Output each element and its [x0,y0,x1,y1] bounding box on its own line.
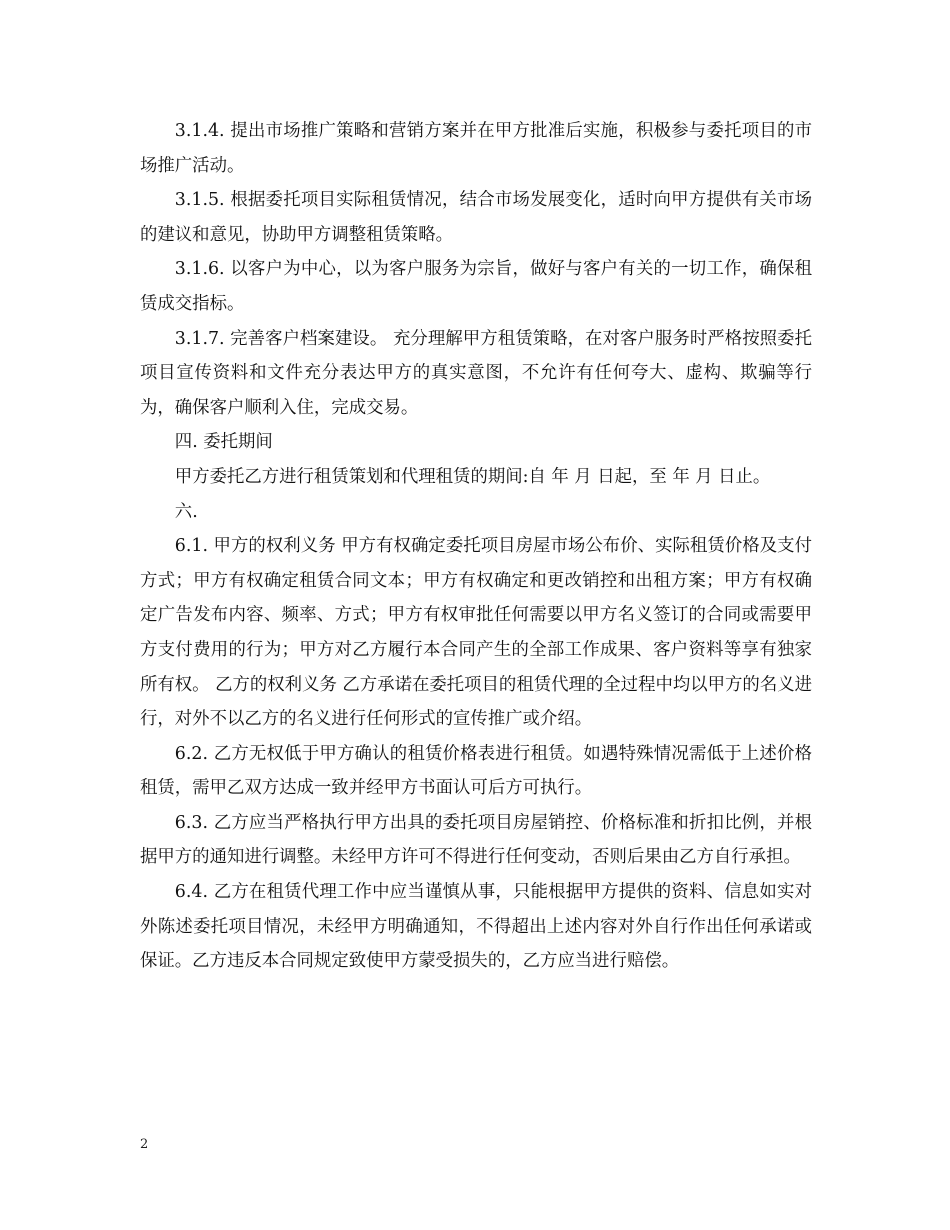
paragraph-3-1-7: 3.1.7. 完善客户档案建设。 充分理解甲方租赁策略，在对客户服务时严格按照委托项目宣传资料和文件充分表达甲方的真实意图，不允许有任何夸大、虚构、欺骗等行为，确保客户顺利入住，完成交易。 [140,328,812,418]
page-number: 2 [140,1137,149,1152]
paragraph-6-2: 6.2. 乙方无权低于甲方确认的租赁价格表进行租赁。如遇特殊情况需低于上述价格租赁，需甲乙双方达成一致并经甲方书面认可后方可执行。 [140,743,812,799]
section-heading-4: 四. 委托期间 [174,432,273,453]
paragraph-3-1-6: 3.1.6. 以客户为中心，以为客户服务为宗旨，做好与客户有关的一切工作，确保租赁成交指标。 [140,259,812,314]
paragraph-6-4: 6.4. 乙方在租赁代理工作中应当谨慎从事，只能根据甲方提供的资料、信息如实对外陈述委托项目情况，未经甲方明确通知，不得超出上述内容对外自行作出任何承诺或保证。乙方违反本合同规定致使甲方蒙受损失的，乙方应当进行赔偿。 [140,882,812,972]
document-body [140,114,812,979]
paragraph-6-3: 6.3. 乙方应当严格执行甲方出具的委托项目房屋销控、价格标准和折扣比例，并根据甲方的通知进行调整。未经甲方许可不得进行任何变动，否则后果由乙方自行承担。 [140,812,812,868]
paragraph-3-1-4: 3.1.4. 提出市场推广策略和营销方案并在甲方批准后实施，积极参与委托项目的市场推广活动。 [140,121,812,176]
paragraph-6-1: 6.1. 甲方的权利义务 甲方有权确定委托项目房屋市场公布价、实际租赁价格及支付方式；甲方有权确定租赁合同文本；甲方有权确定和更改销控和出租方案；甲方有权确定广告发布内容、频率、方式；甲方有权审批任何需要以甲方名义签订的合同或需要甲方支付费用的行为；甲方对乙方履行本合同产生的全部工作成果、客户资料等享有独家所有权。 乙方的权利义务 乙方承诺在委托项目的租赁代理的全过程中均以甲方的名义进行，对外不以乙方的名义进行任何形式的宣传推广或介绍。 [140,536,812,730]
section-heading-6: 六. [174,501,198,522]
paragraph-entrust-period: 甲方委托乙方进行租赁策划和代理租赁的期间:自 年 月 日起，至 年 月 日止。 [174,466,771,487]
paragraph-3-1-5: 3.1.5. 根据委托项目实际租赁情况，结合市场发展变化，适时向甲方提供有关市场的建议和意见，协助甲方调整租赁策略。 [140,190,812,245]
